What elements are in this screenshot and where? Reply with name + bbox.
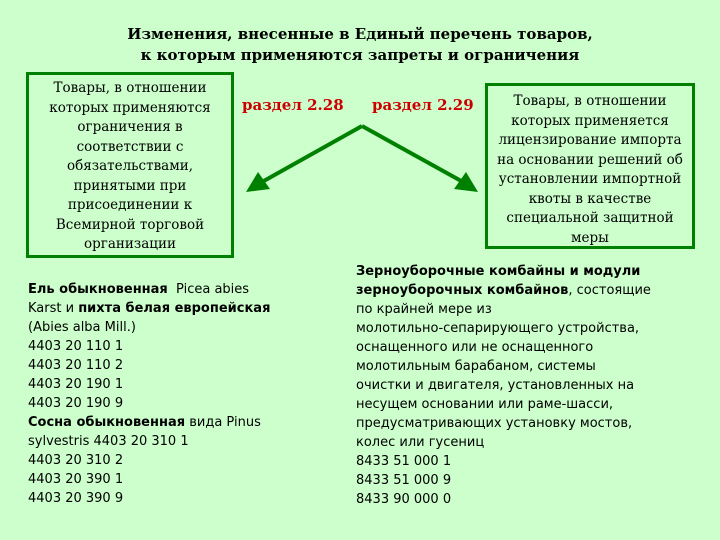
box-line: установлении импортной [498,171,682,187]
description-line: очистки и двигателя, установленных на [356,378,635,393]
list-item [356,281,701,300]
section-2-29-label: раздел 2.29 [372,96,474,114]
section-2-28-label: раздел 2.28 [242,96,344,114]
box-line: соответствии с [76,138,184,155]
description-line: несущем основании или раме-шасси, [356,397,614,412]
list-item [28,413,318,432]
pine-name: Сосна обыкновенная [28,415,186,430]
box-line: меры [571,229,609,246]
box-line: квоты в качестве [528,190,652,207]
hs-code: 4403 20 310 2 [28,453,124,468]
arrow-right-shaft [362,126,463,182]
description-line: предусматривающих установку мостов, [356,416,633,431]
title-line-1: Изменения, внесенные в Единый перечень товаров, [127,25,593,43]
arrow-right-head [454,172,478,192]
fir-name: пихта белая европейская [78,301,271,316]
wood-products-list [28,280,318,508]
list-item [28,280,318,299]
box-line: которых применяется [511,112,669,129]
pine-latin-code: sylvestris 4403 20 310 1 [28,434,189,449]
box-line: специальной защитной [506,210,674,226]
spruce-name: Ель обыкновенная [28,282,168,297]
hs-code: 8433 51 000 1 [356,454,452,469]
box-line: ограничения в [77,119,183,135]
box-line: лицензирование импорта [498,132,682,148]
box-line: Товары, в отношении [513,93,667,109]
box-line: присоединении к [67,197,193,213]
hs-code: 8433 90 000 0 [356,492,452,507]
arrow-left-head [246,172,270,192]
box-line: организации [84,236,176,252]
box-line: на основании решений об [497,151,683,168]
description-line: колес или гусениц [356,435,485,450]
arrow-left-shaft [262,126,362,182]
box-line: обязательствами, [66,158,194,174]
description-line: оснащенного или не оснащенного [356,340,594,355]
spruce-latin: Picea abies [176,282,250,297]
hs-code: 4403 20 110 1 [28,339,124,354]
box-line: Всемирной торговой [55,216,205,233]
title-line-2: к которым применяются запреты и ограничения [140,46,580,64]
description-line: молотильным барабаном, системы [356,359,596,374]
pine-species: вида Pinus [185,415,261,430]
description-line: молотильно-сепарирующего устройства, [356,321,640,336]
hs-code: 8433 51 000 9 [356,473,452,488]
fir-latin: (Abies alba Mill.) [28,320,136,335]
hs-code: 4403 20 190 9 [28,396,124,411]
box-line: которых применяются [49,99,211,116]
hs-code: 4403 20 390 1 [28,472,124,487]
hs-code: 4403 20 110 2 [28,358,124,373]
box-line: Товары, в отношении [53,80,207,96]
harvester-rest: , состоящие [568,283,651,298]
list-item [28,299,318,318]
harvester-heading-text: Зерноуборочные комбайны и модули [356,264,641,279]
harvester-modules: зерноуборочных комбайнов [356,283,569,298]
description-line: по крайней мере из [356,302,492,317]
harvester-products-list [356,262,701,509]
box-line: принятыми при [73,177,187,194]
hs-code: 4403 20 190 1 [28,377,124,392]
hs-code: 4403 20 390 9 [28,491,124,506]
harvester-heading [356,262,701,281]
karst-text: Karst и [28,301,79,316]
